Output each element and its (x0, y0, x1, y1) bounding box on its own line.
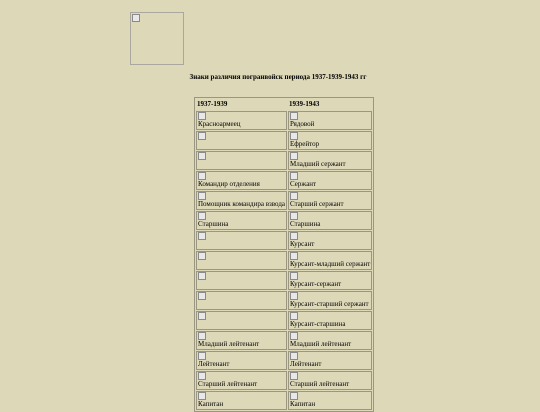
insignia-image-icon (290, 332, 298, 340)
rank-label: Младший сержант (290, 160, 346, 168)
insignia-image-icon (290, 132, 298, 140)
rank-cell-1937-1939 (196, 351, 287, 370)
rank-cell-1937-1939 (196, 151, 287, 170)
rank-label: Лейтенант (198, 360, 230, 368)
rank-label: Старшина (198, 220, 229, 228)
insignia-image-icon (290, 212, 298, 220)
rank-cell-1939-1943 (288, 131, 372, 150)
rank-label: Ефрейтор (290, 140, 320, 148)
rank-label: Лейтенант (290, 360, 322, 368)
rank-cell-1937-1939 (196, 331, 287, 350)
insignia-image-icon (290, 172, 298, 180)
insignia-image-icon (198, 112, 206, 120)
table-row (196, 231, 372, 250)
insignia-image-icon (290, 232, 298, 240)
insignia-image-icon (198, 152, 206, 160)
insignia-image-icon (290, 312, 298, 320)
rank-cell-1937-1939 (196, 231, 287, 250)
rank-cell-1937-1939 (196, 311, 287, 330)
rank-cell-1939-1943 (288, 311, 372, 330)
insignia-image-icon (198, 312, 206, 320)
insignia-image-icon (290, 392, 298, 400)
insignia-image-icon (290, 252, 298, 260)
table-row (196, 391, 372, 410)
insignia-image-icon (198, 292, 206, 300)
rank-cell-1937-1939 (196, 191, 287, 210)
table-row (196, 111, 372, 130)
rank-label: Курсант-старший сержант (290, 300, 369, 308)
rank-label: Курсант (290, 240, 315, 248)
table-row (196, 171, 372, 190)
insignia-image-icon (290, 372, 298, 380)
rank-cell-1937-1939 (196, 171, 287, 190)
insignia-image-icon (290, 112, 298, 120)
rank-label: Младший лейтенант (198, 340, 260, 348)
rank-cell-1939-1943 (288, 111, 372, 130)
rank-cell-1937-1939 (196, 211, 287, 230)
insignia-table (194, 97, 374, 412)
insignia-image-icon (198, 252, 206, 260)
rank-cell-1939-1943 (288, 351, 372, 370)
insignia-image-icon (198, 352, 206, 360)
rank-label: Красноармеец (198, 120, 241, 128)
insignia-image-icon (290, 292, 298, 300)
column-header-1939-1943: 1939-1943 (289, 100, 320, 108)
rank-cell-1937-1939 (196, 131, 287, 150)
rank-cell-1937-1939 (196, 391, 287, 410)
table-row (196, 271, 372, 290)
rank-label: Курсант-сержант (290, 280, 342, 288)
rank-cell-1939-1943 (288, 211, 372, 230)
insignia-image-icon (198, 192, 206, 200)
page-title: Знаки различия погранвойск периода 1937-1939-1943 гг (189, 73, 367, 81)
insignia-image-icon (198, 172, 206, 180)
broken-image-icon (132, 14, 140, 22)
rank-cell-1939-1943 (288, 271, 372, 290)
rank-cell-1939-1943 (288, 151, 372, 170)
rank-cell-1939-1943 (288, 231, 372, 250)
table-row (196, 331, 372, 350)
rank-cell-1937-1939 (196, 111, 287, 130)
rank-label: Командир отделения (198, 180, 260, 188)
rank-cell-1939-1943 (288, 371, 372, 390)
table-row (196, 311, 372, 330)
rank-label: Курсант-старшина (290, 320, 346, 328)
table-row (196, 371, 372, 390)
insignia-image-icon (198, 212, 206, 220)
rank-cell-1939-1943 (288, 391, 372, 410)
rank-label: Помощник командира взвода (198, 200, 285, 208)
rank-cell-1939-1943 (288, 171, 372, 190)
rank-cell-1939-1943 (288, 291, 372, 310)
rank-label: Капитан (198, 400, 224, 408)
insignia-image-icon (198, 232, 206, 240)
insignia-image-icon (198, 372, 206, 380)
table-row (196, 211, 372, 230)
table-header-row (196, 99, 372, 110)
table-row (196, 291, 372, 310)
rank-cell-1937-1939 (196, 251, 287, 270)
table-row (196, 351, 372, 370)
header-emblem-image (130, 12, 184, 65)
table-row (196, 131, 372, 150)
rank-label: Рядовой (290, 120, 315, 128)
rank-cell-1937-1939 (196, 271, 287, 290)
table-row (196, 151, 372, 170)
insignia-image-icon (198, 392, 206, 400)
rank-label: Курсант-младший сержант (290, 260, 371, 268)
rank-label: Сержант (290, 180, 317, 188)
rank-label: Капитан (290, 400, 316, 408)
rank-cell-1939-1943 (288, 331, 372, 350)
insignia-image-icon (198, 332, 206, 340)
table-row (196, 251, 372, 270)
insignia-image-icon (290, 192, 298, 200)
insignia-image-icon (198, 272, 206, 280)
insignia-image-icon (290, 152, 298, 160)
rank-cell-1937-1939 (196, 371, 287, 390)
rank-cell-1937-1939 (196, 291, 287, 310)
table-row (196, 191, 372, 210)
insignia-image-icon (290, 352, 298, 360)
insignia-image-icon (198, 132, 206, 140)
rank-label: Младший лейтенант (290, 340, 352, 348)
insignia-image-icon (290, 272, 298, 280)
rank-label: Старший лейтенант (198, 380, 258, 388)
rank-cell-1939-1943 (288, 191, 372, 210)
rank-label: Старший лейтенант (290, 380, 350, 388)
rank-label: Старший сержант (290, 200, 344, 208)
column-header-1937-1939: 1937-1939 (197, 100, 228, 108)
rank-label: Старшина (290, 220, 321, 228)
rank-cell-1939-1943 (288, 251, 372, 270)
